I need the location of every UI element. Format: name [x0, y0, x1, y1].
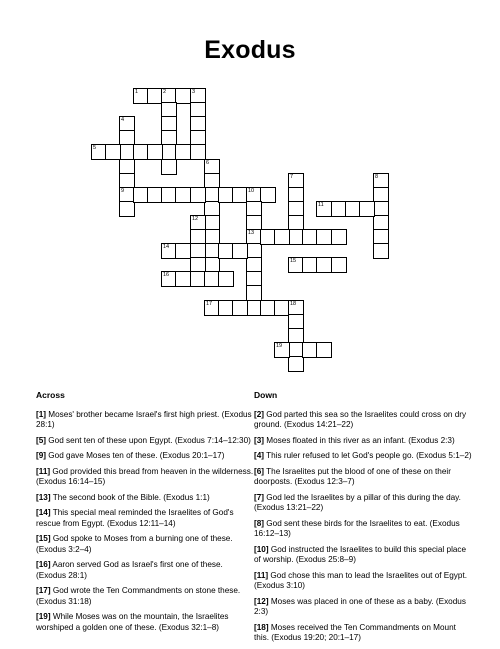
clue-number: [2]: [254, 409, 265, 419]
down-clue: [254, 571, 472, 592]
down-clue: [254, 545, 472, 566]
cell-number: 2: [163, 89, 167, 95]
grid-cell[interactable]: [175, 88, 191, 104]
clue-number: [7]: [254, 492, 265, 502]
clue-number: [9]: [36, 451, 47, 460]
clue-number: [13]: [36, 492, 51, 502]
clue-text: Moses floated in this river as an infant. (Exodus 2:3): [266, 435, 455, 445]
grid-cell[interactable]: [190, 187, 206, 203]
grid-cell[interactable]: [316, 342, 332, 358]
across-clues: [36, 390, 254, 638]
grid-cell[interactable]: [331, 229, 347, 245]
grid-cell[interactable]: [331, 257, 347, 273]
across-clue: [36, 612, 254, 633]
down-clues: [254, 390, 472, 649]
cell-number: 11: [318, 202, 324, 208]
clue-text: The Israelites put the blood of one of these on their doorposts. (Exodus 12:3–7): [254, 466, 451, 486]
grid-cell[interactable]: [288, 356, 304, 372]
clue-number: [19]: [36, 612, 51, 621]
clue-number: [16]: [36, 560, 51, 569]
grid-cell[interactable]: [260, 187, 276, 203]
cell-number: 9: [121, 188, 125, 194]
across-clue: [36, 493, 254, 504]
cell-number: 17: [206, 301, 213, 307]
grid-cell[interactable]: [119, 201, 135, 217]
cell-number: 15: [290, 258, 297, 264]
down-clue: [254, 493, 472, 514]
grid-cell[interactable]: [359, 201, 375, 217]
clue-number: [3]: [254, 435, 265, 445]
clue-number: [18]: [254, 622, 269, 632]
cell-number: 1: [135, 89, 139, 95]
cell-number: 6: [206, 160, 210, 166]
down-clue: [254, 519, 472, 540]
grid-cell[interactable]: [147, 144, 163, 160]
clue-text: The second book of the Bible. (Exodus 1:1): [52, 492, 210, 502]
cell-number: 12: [192, 216, 199, 222]
across-heading: Across: [36, 390, 65, 400]
across-clue: [36, 436, 254, 447]
cell-number: 14: [163, 244, 170, 250]
clue-number: [8]: [254, 518, 265, 528]
clue-number: [6]: [254, 466, 265, 476]
down-clue: [254, 623, 472, 644]
clue-text: God provided this bread from heaven in the wilderness. (Exodus 16:14–15): [36, 466, 254, 486]
clue-text: This ruler refused to let God's people go. (Exodus 5:1–2): [266, 451, 472, 460]
clue-text: God chose this man to lead the Israelites out of Egypt. (Exodus 3:10): [254, 570, 468, 590]
across-clue: [36, 560, 254, 581]
cell-number: 13: [248, 230, 255, 236]
grid-cell[interactable]: [161, 159, 177, 175]
cell-number: 7: [290, 174, 294, 180]
clue-number: [14]: [36, 508, 51, 517]
cell-number: 19: [276, 343, 283, 349]
down-clue: [254, 451, 472, 462]
clue-number: [11]: [36, 466, 51, 476]
grid-cell[interactable]: [105, 144, 121, 160]
down-clue: [254, 436, 472, 447]
clue-number: [10]: [254, 544, 269, 554]
cell-number: 3: [192, 89, 196, 95]
clue-text: Aaron served God as Israel's first one of these. (Exodus 28:1): [36, 560, 223, 580]
clue-text: God instructed the Israelites to build this special place of worship. (Exodus 25:8–9): [254, 544, 467, 564]
clue-number: [17]: [36, 586, 51, 595]
grid-cell[interactable]: [175, 144, 191, 160]
grid-cell[interactable]: [246, 285, 262, 301]
clue-text: Moses received the Ten Commandments on Mount this. (Exodus 19:20; 20:1–17): [254, 622, 456, 642]
grid-cell[interactable]: [175, 243, 191, 259]
clue-number: [15]: [36, 534, 51, 543]
clue-text: God wrote the Ten Commandments on stone these. (Exodus 31:18): [36, 586, 241, 606]
clue-text: God spoke to Moses from a burning one of these. (Exodus 3:2–4): [36, 534, 233, 554]
clue-number: [12]: [254, 596, 269, 606]
clue-number: [4]: [254, 451, 265, 460]
grid-cell[interactable]: [190, 144, 206, 160]
clue-text: Moses' brother became Israel's first high priest. (Exodus 28:1): [36, 409, 252, 429]
clue-text: God parted this sea so the Israelites could cross on dry ground. (Exodus 14:21–22): [254, 409, 467, 429]
across-clue: [36, 451, 254, 462]
grid-cell[interactable]: [232, 300, 248, 316]
clue-text: This special meal reminded the Israelites of God's rescue from Egypt. (Exodus 12:11–14): [36, 508, 234, 528]
clue-number: [1]: [36, 409, 47, 419]
clue-number: [5]: [36, 435, 47, 445]
cell-number: 16: [163, 272, 170, 278]
clue-text: Moses was placed in one of these as a baby. (Exodus 2:3): [254, 596, 466, 616]
puzzle-title: Exodus: [204, 36, 296, 64]
cell-number: 4: [121, 117, 125, 123]
clue-text: God sent ten of these upon Egypt. (Exodus 7:14–12:30): [48, 435, 251, 445]
cell-number: 5: [93, 145, 97, 151]
cell-number: 18: [290, 301, 297, 307]
down-heading: Down: [254, 390, 278, 400]
down-clue: [254, 467, 472, 488]
down-clue: [254, 410, 472, 431]
across-clue: [36, 534, 254, 555]
clue-text: God sent these birds for the Israelites to eat. (Exodus 16:12–13): [254, 518, 460, 538]
clue-text: While Moses was on the mountain, the Israelites worshiped a golden one of these. (Exodus 32:1–8): [36, 612, 229, 632]
across-clue: [36, 410, 254, 431]
grid-cell[interactable]: [316, 229, 332, 245]
across-clue: [36, 586, 254, 607]
across-clue: [36, 467, 254, 488]
grid-cell[interactable]: [373, 243, 389, 259]
grid-cell[interactable]: [274, 229, 290, 245]
clue-number: [11]: [254, 570, 269, 580]
grid-cell[interactable]: [175, 271, 191, 287]
clue-text: God led the Israelites by a pillar of this during the day. (Exodus 13:21–22): [254, 492, 461, 512]
across-clue: [36, 508, 254, 529]
clue-text: God gave Moses ten of these. (Exodus 20:1–17): [48, 451, 225, 460]
grid-cell[interactable]: [218, 271, 234, 287]
down-clue: [254, 597, 472, 618]
grid-cell[interactable]: [316, 257, 332, 273]
grid-cell[interactable]: [175, 187, 191, 203]
grid-cell[interactable]: [232, 243, 248, 259]
cell-number: 10: [248, 188, 255, 194]
cell-number: 8: [375, 174, 379, 180]
